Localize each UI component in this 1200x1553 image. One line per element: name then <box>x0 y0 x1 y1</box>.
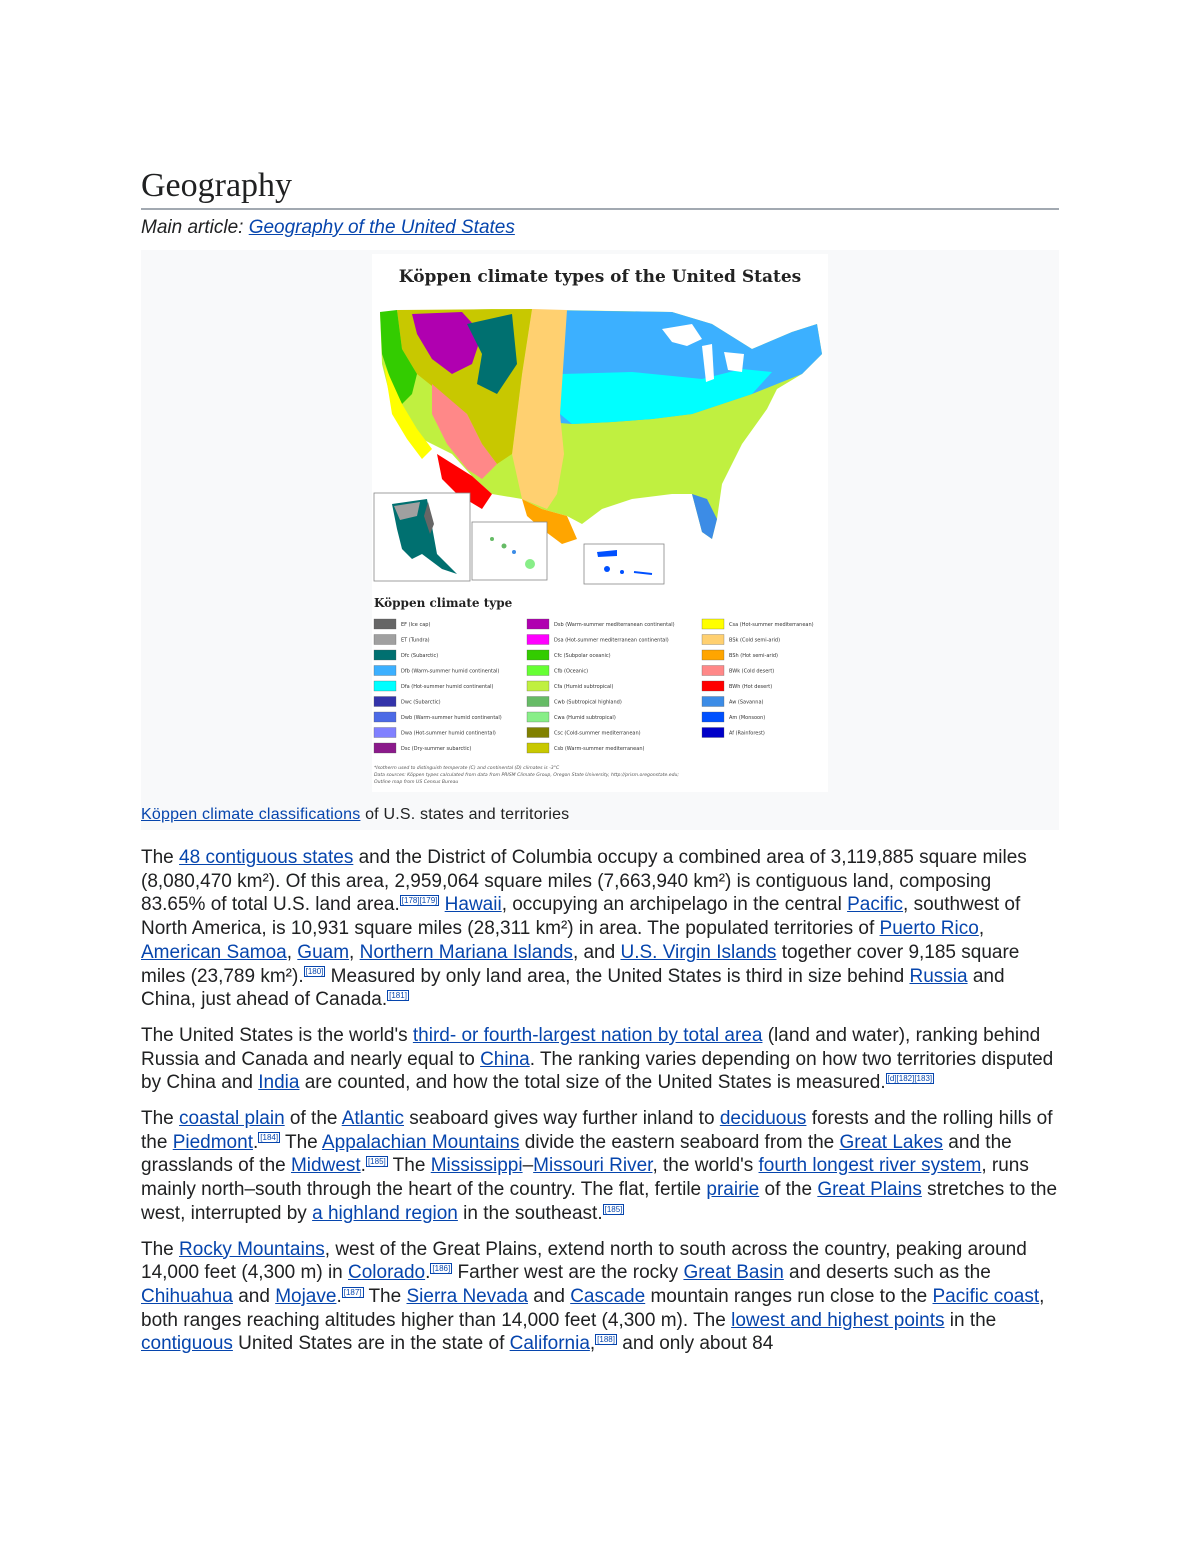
text-run: and the District of Columbia occupy a combined area of 3,119,885 square miles (8,080,470 km²). Of this area, 2,959,064 square miles (7,663,940 km²) is contiguous land, composing 83.65% of total U.S. land area. <box>141 847 1027 916</box>
legend-item-cwa <box>527 712 616 722</box>
legend-item-am <box>702 712 765 722</box>
link-coastal-plain[interactable]: coastal plain <box>179 1108 285 1130</box>
legend-item-cfb <box>527 666 588 676</box>
legend-label: Cfb (Oceanic) <box>554 668 589 675</box>
link-deciduous[interactable]: deciduous <box>719 1108 807 1130</box>
link-u-s-virgin-islands[interactable]: U.S. Virgin Islands <box>620 941 777 963</box>
text-run: divide the eastern seaboard from the <box>519 1131 840 1153</box>
text-run: , and <box>572 941 621 963</box>
legend-item-bsh <box>702 650 778 660</box>
legend-label: Af (Rainforest) <box>729 730 765 737</box>
legend-item-csb <box>527 743 644 753</box>
legend-item-bwk <box>702 666 774 676</box>
legend-swatch <box>374 743 396 753</box>
link-missouri-river[interactable]: Missouri River <box>533 1155 653 1177</box>
legend-label: BSk (Cold semi-arid) <box>729 637 781 644</box>
legend-item-aw <box>702 697 764 707</box>
link-northern-mariana-islands[interactable]: Northern Mariana Islands <box>359 941 573 963</box>
legend-label: BWk (Cold desert) <box>729 668 775 675</box>
text-run: The <box>387 1155 431 1177</box>
paragraph-area <box>141 846 1059 1012</box>
text-run: . <box>336 1285 342 1307</box>
legend-swatch <box>527 635 549 645</box>
citation-ref[interactable]: [d][182][183] <box>887 1074 933 1083</box>
citation-ref[interactable]: [184] <box>260 1133 279 1143</box>
legend-item-et <box>374 635 430 645</box>
link-chihuahua[interactable]: Chihuahua <box>141 1285 233 1307</box>
text-run: , <box>349 941 360 963</box>
legend-item-dsa <box>527 635 669 645</box>
figure-caption <box>141 806 569 824</box>
text-run: . <box>252 1131 259 1153</box>
map-legend <box>374 619 814 753</box>
link-china[interactable]: China <box>480 1048 530 1070</box>
text-run: United States are in the state of <box>232 1333 510 1355</box>
alaska-inset <box>374 493 470 581</box>
paragraph-west-physiography <box>141 1238 1059 1357</box>
legend-item-csc <box>527 728 641 738</box>
map-title: Köppen climate types of the United States <box>398 267 802 287</box>
link-colorado[interactable]: Colorado <box>348 1262 426 1284</box>
legend-swatch <box>527 743 549 753</box>
legend-swatch <box>702 619 724 629</box>
text-run: , west of the Great Plains, extend north to south across the country, peaking around 14,000 feet (4,300 m) in <box>141 1238 1027 1284</box>
link-rocky-mountains[interactable]: Rocky Mountains <box>179 1238 325 1260</box>
link-lowest-and-highest-points[interactable]: lowest and highest points <box>731 1309 945 1331</box>
legend-item-csa <box>702 619 814 629</box>
text-run: together cover 9,185 square miles (23,789 km²). <box>141 941 1020 987</box>
text-run: , both ranges reaching altitudes higher than 14,000 feet (4,300 m). The <box>141 1285 1045 1331</box>
climate-map-figure <box>141 250 1059 830</box>
citation-ref[interactable]: [178][179] <box>401 896 438 906</box>
legend-label: Cwa (Humid subtropical) <box>554 715 616 721</box>
legend-label: EF (Ice cap) <box>401 622 431 628</box>
legend-item-dfc <box>374 650 438 660</box>
legend-swatch <box>527 681 549 691</box>
hatnote <box>141 216 1059 240</box>
text-run: of the <box>759 1179 818 1201</box>
hatnote-prefix: Main article: <box>141 217 249 238</box>
legend-swatch <box>702 712 724 722</box>
legend-swatch <box>702 666 724 676</box>
link-hawaii[interactable]: Hawaii <box>444 894 502 916</box>
text-run: . <box>360 1155 366 1177</box>
text-run: , runs mainly north–south through the heart of the country. The flat, fertile <box>141 1155 1029 1201</box>
link-india[interactable]: India <box>258 1072 300 1094</box>
text-run: forests and the rolling hills of the <box>141 1108 1053 1153</box>
text-run: and the grasslands of the <box>141 1131 1012 1177</box>
legend-swatch <box>374 650 396 660</box>
legend-swatch <box>527 697 549 707</box>
section-heading: Geography <box>141 166 1059 210</box>
legend-label: Am (Monsoon) <box>729 715 766 721</box>
link-contiguous[interactable]: contiguous <box>141 1333 233 1355</box>
link-cascade[interactable]: Cascade <box>570 1285 646 1307</box>
legend-item-dwc <box>374 697 441 707</box>
legend-swatch <box>527 712 549 722</box>
legend-label: Cfa (Humid subtropical) <box>554 684 614 690</box>
text-run: . <box>425 1262 431 1284</box>
text-run: are counted, and how the total size of the United States is measured. <box>299 1072 886 1094</box>
legend-label: Dwb (Warm-summer humid continental) <box>401 715 502 721</box>
link-great-basin[interactable]: Great Basin <box>683 1262 784 1284</box>
text-run: – <box>522 1155 534 1177</box>
text-run: The <box>280 1131 322 1153</box>
legend-item-bsk <box>702 635 780 645</box>
text-run: , <box>286 941 298 963</box>
legend-swatch <box>527 666 549 676</box>
caption-text: of U.S. states and territories <box>360 806 570 823</box>
legend-item-bwh <box>702 681 772 691</box>
legend-item-dfa <box>374 681 494 691</box>
text-run: , southwest of North America, is 10,931 square miles (28,311 km²) in area. The populated territories of <box>141 894 1021 940</box>
link-sierra-nevada[interactable]: Sierra Nevada <box>406 1285 528 1307</box>
hawaii-inset <box>472 522 547 580</box>
legend-label: Cwb (Subtropical highland) <box>554 699 622 706</box>
paragraph-ranking <box>141 1024 1059 1095</box>
legend-item-af <box>702 728 765 738</box>
legend-swatch <box>527 728 549 738</box>
legend-swatch <box>702 728 724 738</box>
legend-swatch <box>374 681 396 691</box>
legend-item-ef <box>374 619 430 629</box>
citation-ref[interactable]: [187] <box>343 1287 362 1297</box>
main-article-link[interactable]: Geography of the United States <box>248 217 515 238</box>
territories-inset <box>584 544 664 584</box>
legend-label: Csc (Cold-summer mediterranean) <box>554 730 641 737</box>
text-run: The <box>141 1238 180 1260</box>
link-atlantic[interactable]: Atlantic <box>341 1108 405 1130</box>
link-appalachian-mountains[interactable]: Appalachian Mountains <box>321 1131 520 1153</box>
legend-swatch <box>702 635 724 645</box>
text-run: (land and water), ranking behind Russia and Canada and nearly equal to <box>141 1024 1041 1070</box>
legend-label: Dfc (Subarctic) <box>401 653 439 659</box>
text-run: . The ranking varies depending on how two territories disputed by China and <box>141 1048 1054 1094</box>
link-california[interactable]: California <box>509 1333 590 1355</box>
legend-item-cwb <box>527 697 622 707</box>
legend-label: Csa (Hot-summer mediterranean) <box>729 622 814 628</box>
link-american-samoa[interactable]: American Samoa <box>141 941 287 963</box>
text-run: Measured by only land area, the United States is third in size behind <box>325 965 910 987</box>
legend-label: Dsb (Warm-summer mediterranean continental) <box>554 622 675 628</box>
legend-item-cfa <box>527 681 613 691</box>
link-puerto-rico[interactable]: Puerto Rico <box>879 918 979 940</box>
link-russia[interactable]: Russia <box>909 965 968 987</box>
map-note-sources: Data sources: Köppen types calculated from data from PRISM Climate Group, Oregon State University, http://prism.oregonstate.edu; <box>374 773 679 778</box>
legend-label: Dsa (Hot-summer mediterranean continental) <box>554 637 669 644</box>
link-pacific-coast[interactable]: Pacific coast <box>932 1285 1040 1307</box>
legend-swatch <box>374 712 396 722</box>
article-content <box>141 166 1059 1368</box>
climate-map-image[interactable] <box>372 254 828 792</box>
legend-swatch <box>374 697 396 707</box>
legend-item-dwb <box>374 712 502 722</box>
text-run: and <box>527 1285 571 1307</box>
text-run: in the southeast. <box>457 1202 603 1224</box>
legend-swatch <box>702 650 724 660</box>
link-great-lakes[interactable]: Great Lakes <box>839 1131 944 1153</box>
citation-ref[interactable]: [188] <box>597 1335 615 1345</box>
citation-ref[interactable]: [186] <box>432 1263 451 1273</box>
legend-item-dfb <box>374 666 499 676</box>
text-run: mountain ranges run close to the <box>645 1285 933 1307</box>
text-run: and only about 84 <box>616 1333 774 1355</box>
text-run: , the world's <box>652 1155 759 1177</box>
paragraph-east-physiography <box>141 1107 1059 1226</box>
citation-ref[interactable]: [185] <box>604 1204 623 1214</box>
text-run: seaboard gives way further inland to <box>404 1108 720 1130</box>
text-run: in the <box>944 1309 997 1331</box>
legend-title: Köppen climate type <box>374 596 513 610</box>
legend-swatch <box>374 666 396 676</box>
link-great-plains[interactable]: Great Plains <box>817 1179 922 1201</box>
link-piedmont[interactable]: Piedmont <box>172 1131 253 1153</box>
text-run: , <box>589 1333 596 1355</box>
text-run: The <box>363 1285 407 1307</box>
link-a-highland-region[interactable]: a highland region <box>312 1202 458 1224</box>
text-run: Farther west are the rocky <box>452 1262 684 1284</box>
text-run: The United States is the world's <box>141 1024 413 1046</box>
legend-swatch <box>527 650 549 660</box>
link-guam[interactable]: Guam <box>297 941 350 963</box>
legend-swatch <box>374 635 396 645</box>
link-midwest[interactable]: Midwest <box>290 1155 361 1177</box>
text-run: The <box>141 847 180 868</box>
link-48-contiguous-states[interactable]: 48 contiguous states <box>179 847 354 868</box>
citation-ref[interactable]: [181] <box>389 990 407 1000</box>
legend-label: BSh (Hot semi-arid) <box>729 653 778 659</box>
text-run: of the <box>284 1108 342 1130</box>
legend-item-cfc <box>527 650 611 660</box>
text-run: and <box>232 1285 276 1307</box>
legend-label: Dfa (Hot-summer humid continental) <box>401 684 494 690</box>
koppen-map <box>372 254 828 792</box>
legend-swatch <box>527 619 549 629</box>
legend-label: Csb (Warm-summer mediterranean) <box>554 746 645 752</box>
legend-label: ET (Tundra) <box>401 637 430 644</box>
link-prairie[interactable]: prairie <box>706 1179 760 1201</box>
link-mojave[interactable]: Mojave <box>275 1285 337 1307</box>
citation-ref[interactable]: [180] <box>305 967 324 977</box>
legend-label: Dwa (Hot-summer humid continental) <box>401 730 496 737</box>
legend-swatch <box>702 681 724 691</box>
legend-label: Cfc (Subpolar oceanic) <box>554 653 611 659</box>
text-run: , occupying an archipelago in the central <box>501 894 848 916</box>
legend-item-dsc <box>374 743 471 753</box>
text-run: and China, just ahead of Canada. <box>141 965 1005 1011</box>
legend-item-dwa <box>374 728 496 738</box>
legend-item-dsb <box>527 619 675 629</box>
link-third-or-fourth-largest-nation-by-total-area[interactable]: third- or fourth-largest nation by total area <box>412 1024 763 1046</box>
map-note-outline: Outline map from US Census Bureau <box>374 780 459 785</box>
legend-label: Aw (Savanna) <box>729 699 764 706</box>
text-run: The <box>141 1108 180 1130</box>
link-pacific[interactable]: Pacific <box>847 894 904 916</box>
legend-label: BWh (Hot desert) <box>729 684 773 690</box>
map-note-isotherm: *Isotherm used to distinguish temperate (C) and continental (D) climates is -3°C <box>374 766 560 771</box>
koppen-classification-link[interactable]: Köppen climate classifications <box>141 806 361 823</box>
text-run: , <box>978 918 985 940</box>
legend-label: Dwc (Subarctic) <box>401 699 441 706</box>
text-run: stretches to the west, interrupted by <box>141 1179 1058 1224</box>
legend-label: Dsc (Dry-summer subarctic) <box>401 746 472 752</box>
text-run: and deserts such as the <box>783 1262 991 1284</box>
legend-swatch <box>374 619 396 629</box>
link-fourth-longest-river-system[interactable]: fourth longest river system <box>758 1155 982 1177</box>
legend-swatch <box>702 697 724 707</box>
legend-label: Dfb (Warm-summer humid continental) <box>401 668 500 675</box>
link-mississippi[interactable]: Mississippi <box>430 1155 523 1177</box>
legend-swatch <box>374 728 396 738</box>
citation-ref[interactable]: [185] <box>367 1157 386 1167</box>
